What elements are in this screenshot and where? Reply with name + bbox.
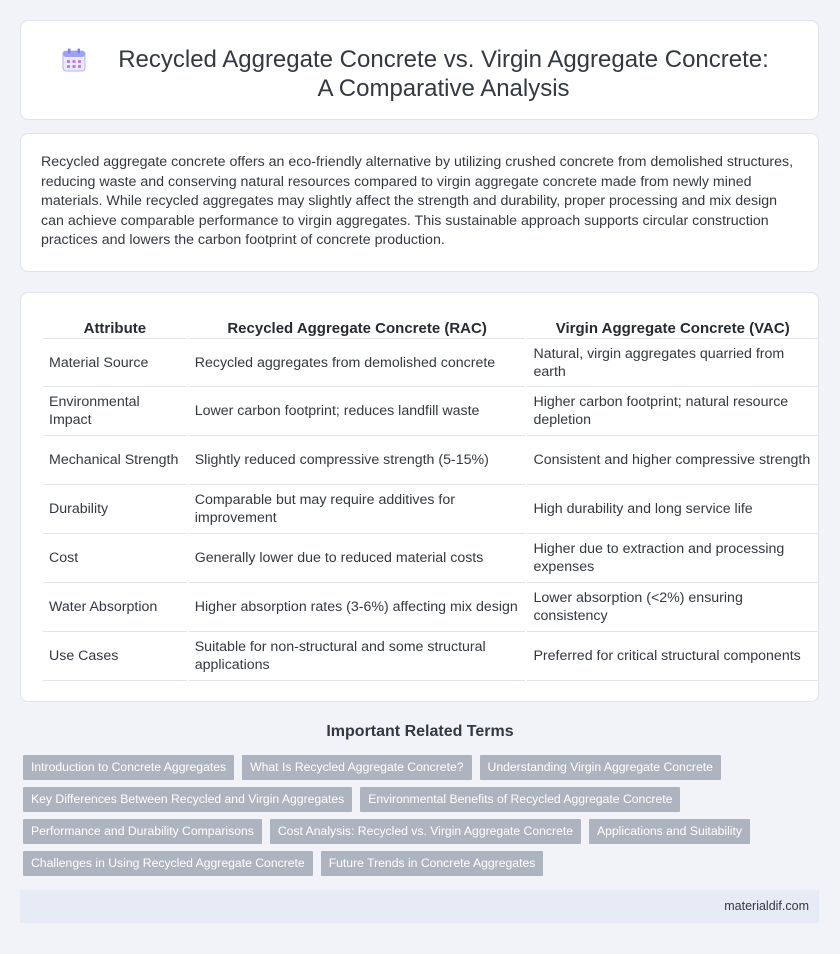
header-vac: Virgin Aggregate Concrete (VAC) (555, 320, 790, 337)
table-row (43, 436, 818, 485)
calendar-icon (61, 47, 87, 73)
cell-attribute: Environmental Impact (43, 387, 187, 436)
cell-attribute: Use Cases (43, 632, 187, 681)
table-row (43, 387, 818, 436)
cell-attribute: Water Absorption (43, 583, 187, 632)
cell-rac: Lower carbon footprint; reduces landfill waste (189, 387, 526, 436)
related-term-link[interactable]: Introduction to Concrete Aggregates (23, 755, 234, 780)
cell-attribute: Cost (43, 534, 187, 583)
related-term-link[interactable]: Performance and Durability Comparisons (23, 819, 262, 844)
table-header-row (43, 310, 818, 338)
cell-vac: High durability and long service life (527, 485, 818, 534)
header-rac: Recycled Aggregate Concrete (RAC) (227, 320, 487, 337)
related-term-link[interactable]: Understanding Virgin Aggregate Concrete (480, 755, 721, 780)
cell-vac: Preferred for critical structural components (527, 632, 818, 681)
table-row (43, 338, 818, 387)
related-term-link[interactable]: Future Trends in Concrete Aggregates (321, 851, 544, 876)
cell-vac: Consistent and higher compressive strength (527, 436, 818, 485)
cell-attribute: Mechanical Strength (43, 436, 187, 485)
footer (20, 890, 819, 923)
table-row (43, 534, 818, 583)
table-row (43, 485, 818, 534)
cell-vac: Natural, virgin aggregates quarried from earth (527, 338, 818, 387)
comparison-table (41, 310, 820, 681)
cell-vac: Higher due to extraction and processing expenses (527, 534, 818, 583)
cell-vac: Higher carbon footprint; natural resource depletion (527, 387, 818, 436)
cell-vac: Lower absorption (<2%) ensuring consistency (527, 583, 818, 632)
cell-rac: Generally lower due to reduced material costs (189, 534, 526, 583)
footer-site-name: materialdif.com (724, 899, 809, 913)
header-attribute: Attribute (83, 320, 147, 337)
cell-rac: Slightly reduced compressive strength (5-15%) (189, 436, 526, 485)
intro-paragraph: Recycled aggregate concrete offers an eco-friendly alternative by utilizing crushed concrete from demolished structures, reducing waste and conserving natural resources compared to virgin aggregate concrete made from newly mined materials. While recycled aggregates may slightly affect the strength and durability, proper processing and mix design can achieve comparable performance to virgin aggregates. This sustainable approach supports circular construction practices and lowers the carbon footprint of concrete production. (41, 154, 794, 248)
cell-rac: Recycled aggregates from demolished concrete (189, 338, 526, 387)
table-row (43, 632, 818, 681)
table-row (43, 583, 818, 632)
header-card (20, 20, 819, 120)
related-term-link[interactable]: Challenges in Using Recycled Aggregate Concrete (23, 851, 313, 876)
related-term-link[interactable]: Applications and Suitability (589, 819, 750, 844)
related-term-link[interactable]: Environmental Benefits of Recycled Aggregate Concrete (360, 787, 680, 812)
intro-card (20, 133, 819, 272)
cell-attribute: Material Source (43, 338, 187, 387)
comparison-table-card (20, 292, 819, 702)
related-term-link[interactable]: Cost Analysis: Recycled vs. Virgin Aggregate Concrete (270, 819, 581, 844)
page-title: Recycled Aggregate Concrete vs. Virgin Aggregate Concrete: A Comparative Analysis (118, 46, 769, 102)
cell-rac: Comparable but may require additives for improvement (189, 485, 526, 534)
cell-rac: Suitable for non-structural and some structural applications (189, 632, 526, 681)
related-terms-list (23, 755, 823, 876)
related-term-link[interactable]: What Is Recycled Aggregate Concrete? (242, 755, 471, 780)
cell-attribute: Durability (43, 485, 187, 534)
cell-rac: Higher absorption rates (3-6%) affecting mix design (189, 583, 526, 632)
related-terms-title: Important Related Terms (326, 723, 514, 740)
related-term-link[interactable]: Key Differences Between Recycled and Virgin Aggregates (23, 787, 352, 812)
